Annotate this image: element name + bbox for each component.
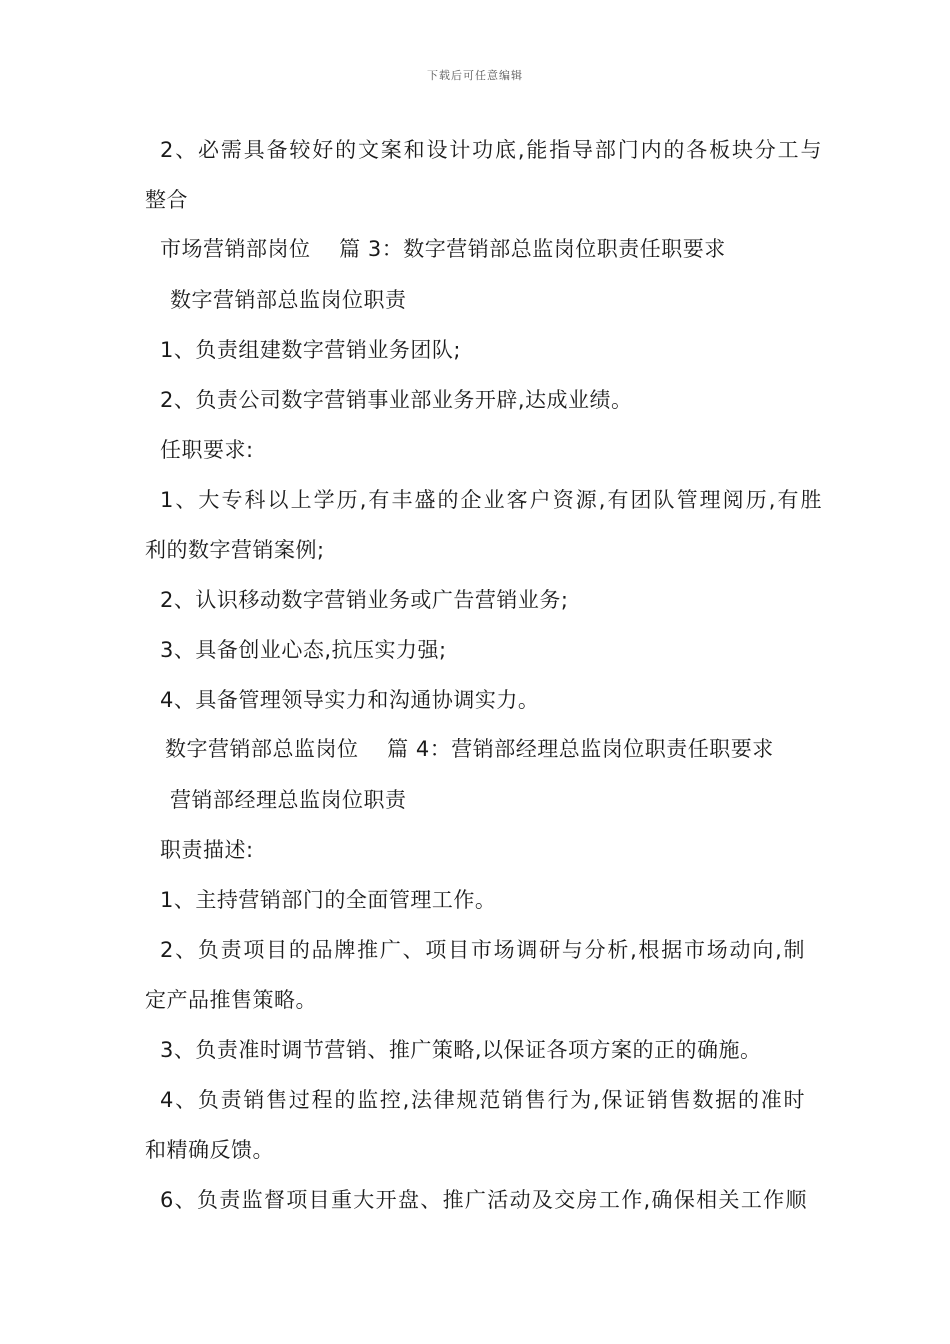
body-line-requirements: 任职要求: — [160, 438, 254, 462]
body-line-22: 6、负责监督项目重大开盘、推广活动及交房工作,确保相关工作顺 — [160, 1188, 807, 1212]
body-line-8: 1、大专科以上学历,有丰盛的企业客户资源,有团队管理阅历,有胜 — [160, 488, 822, 512]
body-line-12: 4、具备管理领导实力和沟通协调实力。 — [160, 688, 540, 712]
body-line-2: 整合 — [145, 188, 188, 212]
body-line-16: 1、主持营销部门的全面管理工作。 — [160, 888, 497, 912]
header-note: 下载后可任意编辑 — [427, 69, 523, 82]
body-line-21: 和精确反馈。 — [145, 1138, 274, 1162]
body-line-6: 2、负责公司数字营销事业部业务开辟,达成业绩。 — [160, 388, 633, 412]
subheading-duties: 数字营销部总监岗位职责 — [170, 288, 407, 312]
body-line-20: 4、负责销售过程的监控,法律规范销售行为,保证销售数据的准时 — [160, 1088, 805, 1112]
body-line-17: 2、负责项目的品牌推广、项目市场调研与分析,根据市场动向,制 — [160, 938, 805, 962]
body-line-9: 利的数字营销案例; — [145, 538, 325, 562]
body-line-11: 3、具备创业心态,抗压实力强; — [160, 638, 447, 662]
body-line-10: 2、认识移动数字营销业务或广告营销业务; — [160, 588, 569, 612]
body-line-1: 2、必需具备较好的文案和设计功底,能指导部门内的各板块分工与 — [160, 138, 822, 162]
section-heading-4: 数字营销部总监岗位 篇 4：营销部经理总监岗位职责任职要求 — [165, 737, 774, 761]
body-line-18: 定产品推售策略。 — [145, 988, 317, 1012]
body-line-duty-desc: 职责描述: — [160, 838, 254, 862]
body-line-19: 3、负责准时调节营销、推广策略,以保证各项方案的正的确施。 — [160, 1038, 762, 1062]
body-line-5: 1、负责组建数字营销业务团队; — [160, 338, 461, 362]
section-heading-3: 市场营销部岗位 篇 3：数字营销部总监岗位职责任职要求 — [160, 237, 726, 261]
subheading-manager-duties: 营销部经理总监岗位职责 — [170, 788, 407, 812]
